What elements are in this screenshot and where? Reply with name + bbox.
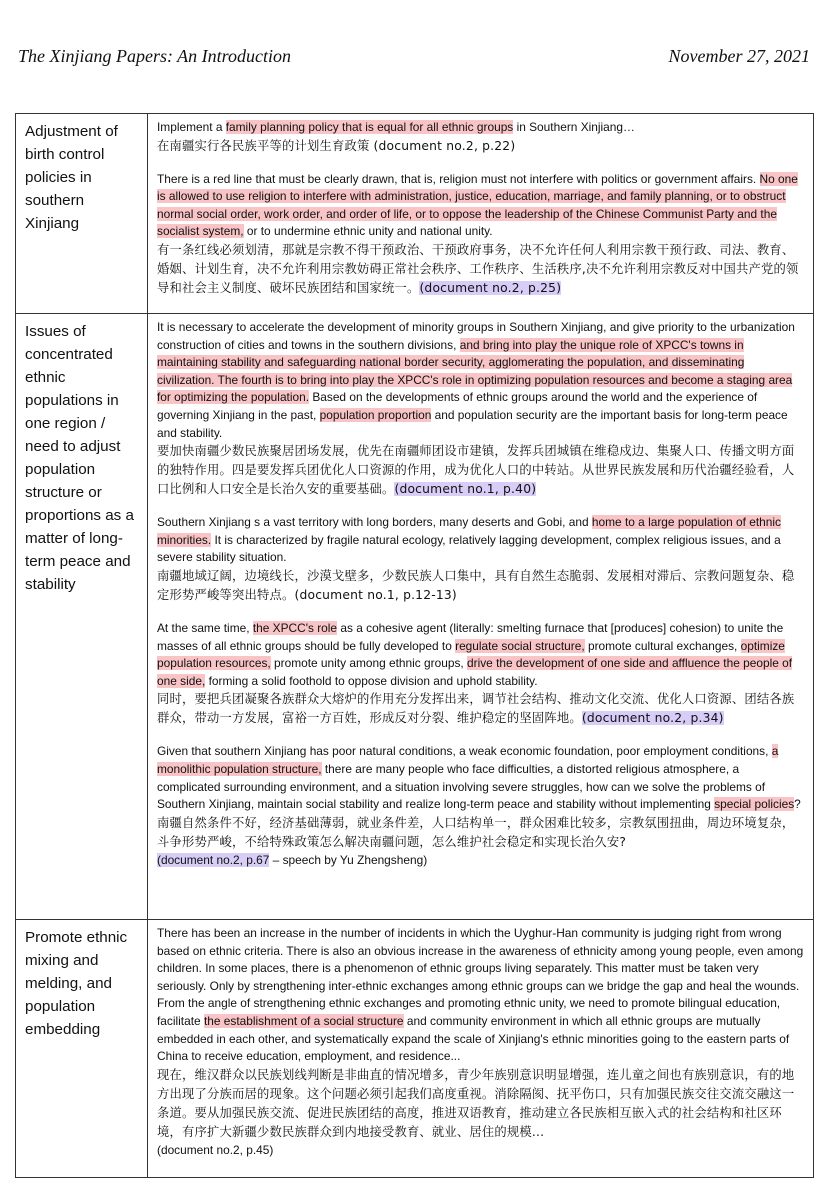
content-table	[15, 113, 814, 1178]
quote-english: At the same time, the XPCC's role as a cohesive agent (literally: smelting furnace that [produces] cohesion) to unite the masses of all ethnic groups should be fully developed to regulate social structure, promote cultural exchanges, optimize population resources, promote unity among ethnic groups, drive the development of one side and affluence the people of one side, forming a solid foothold to oppose division and uphold stability.	[157, 620, 793, 688]
quote-chinese: 同时，要把兵团凝聚各族群众大熔炉的作用充分发挥出来，调节社会结构、推动文化交流、优化人口资源、团结各族群众，带动一方发展，富裕一方百姓，形成反对分裂、维护稳定的坚固阵地。(document no.2, p.34)	[157, 692, 795, 726]
quote-chinese: 现在，维汉群众以民族划线判断是非曲直的情况增多，青少年族别意识明显增强，连儿童之间也有族别意识，有的地方出现了分族而居的现象。这个问题必须引起我们高度重视。消除隔阂、抚平伤口，只有加强民族交往交流交融这一条道。要从加强民族交流、促进民族团结的高度，推进双语教育，推动建立各民族相互嵌入式的社会结构和社区环境，有序扩大新疆少数民族群众到内地接受教育、就业、居住的规模...	[157, 1067, 795, 1139]
quote-english: Implement a family planning policy that is equal for all ethnic groups in Southern Xinjiang…	[157, 120, 635, 134]
document-reference: (document no.2, p.25)	[419, 280, 562, 295]
quote-chinese: 南疆地域辽阔，边境线长，沙漠戈壁多，少数民族人口集中，具有自然生态脆弱、发展相对滞后、宗教问题复杂、稳定形势严峻等突出特点。(document no.1, p.12-13)	[157, 568, 795, 602]
row-label: Promote ethnic mixing and melding, and population embedding	[16, 920, 148, 1178]
table-row	[16, 114, 814, 314]
row-content	[148, 920, 814, 1178]
page-header	[18, 46, 810, 67]
speech-reference: (document no.2, p.67 – speech by Yu Zhengsheng)	[157, 852, 428, 867]
document-reference: (document no.2, p.45)	[157, 1142, 274, 1157]
quote-english: Given that southern Xinjiang has poor natural conditions, a weak economic foundation, poor employment conditions, a monolithic population structure, there are many people who face difficulties, a distorted religious atmosphere, a complicated surrounding environment, and a situation involving severe struggles, how can we solve the problems of Southern Xinjiang, maintain social stability and realize long-term peace and stability without implementing special policies?	[157, 744, 801, 812]
row-content	[148, 114, 814, 314]
table-row	[16, 920, 814, 1178]
document-reference: (document no.1, p.40)	[394, 482, 537, 497]
document-reference: (document no.2, p.67	[157, 852, 270, 867]
document-reference: (document no.2, p.34)	[581, 711, 724, 726]
quote-chinese: 南疆自然条件不好，经济基础薄弱，就业条件差，人口结构单一，群众困难比较多，宗教氛围扭曲，周边环境复杂，斗争形势严峻，不给特殊政策怎么解决南疆问题，怎么维护社会稳定和实现长治久安?	[157, 815, 795, 849]
row-content	[148, 314, 814, 920]
quote-english: It is necessary to accelerate the development of minority groups in Southern Xinjiang, and give priority to the urbanization construction of cities and towns in the southern divisions, and bring into play the unique role of XPCC's towns in maintaining stability and safeguarding national border security, agglomerating the population, and disseminating civilization. The fourth is to bring into play the XPCC's role in optimizing population resources and become a staging area for optimizing the population. Based on the developments of ethnic groups around the world and the experience of governing Xinjiang in the past, population proportion and population security are the important basis for long-term peace and stability.	[157, 320, 795, 440]
quote-english: Southern Xinjiang s a vast territory with long borders, many deserts and Gobi, and home to a large population of ethnic minorities. It is characterized by fragile natural ecology, relatively lagging development, complex religious issues, and a severe stability situation.	[157, 515, 781, 565]
quote-chinese: 在南疆实行各民族平等的计划生育政策 (document no.2, p.22)	[157, 138, 516, 153]
quote-english: There is a red line that must be clearly drawn, that is, religion must not interfere with politics or government affairs. No one is allowed to use religion to interfere with administration, justice, education, marriage, and family planning, or to obstruct normal social order, work order, and order of life, or to oppose the leadership of the Chinese Communist Party and the socialist system, or to undermine ethnic unity and national unity.	[157, 171, 798, 239]
row-label: Adjustment of birth control policies in southern Xinjiang	[16, 114, 148, 314]
quote-english: There has been an increase in the number of incidents in which the Uyghur-Han community is judging right from wrong based on ethnic criteria. There is also an obvious increase in the awareness of ethnicity among young people, even among children. In some places, there is a phenomenon of ethnic groups living separately. This matter must be taken very seriously. Only by strengthening inter-ethnic exchanges among ethnic groups can we bridge the gap and heal the wounds. From the angle of strengthening ethnic exchanges and promoting ethnic unity, we need to promote bilingual education, facilitate the establishment of a social structure and community environment in which all ethnic groups are mutually embedded in each other, and systematically expand the scale of Xinjiang's ethnic minorities going to the eastern parts of China to receive education, employment, and residence...	[157, 926, 804, 1064]
quote-chinese: 有一条红线必须划清，那就是宗教不得干预政治、干预政府事务，决不允许任何人利用宗教干预行政、司法、教育、婚姻、计划生育，决不允许利用宗教妨碍正常社会秩序、工作秩序、生活秩序,决不允许利用宗教反对中国共产党的领导和社会主义制度、破坏民族团结和国家统一。(document no.2, p.25)	[157, 242, 799, 295]
document-title: The Xinjiang Papers: An Introduction	[18, 46, 291, 66]
document-date: November 27, 2021	[668, 46, 810, 66]
table-row	[16, 314, 814, 920]
quote-chinese: 要加快南疆少数民族聚居团场发展，优先在南疆师团设市建镇，发挥兵团城镇在维稳戍边、集聚人口、传播文明方面的独特作用。四是要发挥兵团优化人口资源的作用，成为优化人口的中转站。从世界民族发展和历代治疆经验看，人口比例和人口安全是长治久安的重要基础。(document no.1, p.40)	[157, 444, 795, 497]
row-label: Issues of concentrated ethnic populations in one region / need to adjust population structure or proportions as a matter of long-term peace and stability	[16, 314, 148, 920]
